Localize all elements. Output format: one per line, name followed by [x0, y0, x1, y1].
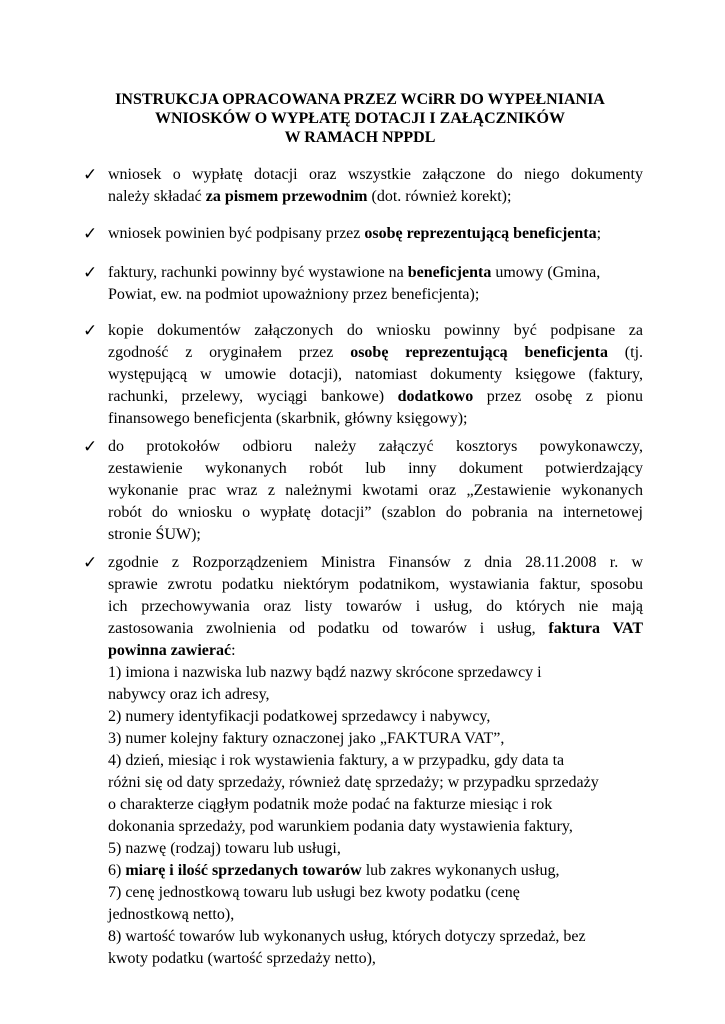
- item-5-line-3: wykonanie prac wraz z należnymi kwotami oraz „Zestawienie wykonanych: [108, 482, 643, 499]
- item-5-line-5: stronie ŚUW);: [108, 526, 201, 543]
- item-3-line-2: Powiat, ew. na podmiot upoważniony przez beneficjenta);: [108, 286, 480, 303]
- item-4-line-4: rachunki, przelewy, wyciągi bankowe) dodatkowo przez osobę z pionu: [108, 388, 643, 405]
- item-4-line-5: finansowego beneficjenta (skarbnik, główny księgowy);: [108, 410, 468, 427]
- checkmark-icon: ✓: [83, 224, 98, 244]
- invoice-point-4c: o charakterze ciągłym podatnik może podać na fakturze miesiąc i rok: [108, 796, 553, 813]
- invoice-point-8a: 8) wartość towarów lub wykonanych usług, których dotyczy sprzedaż, bez: [108, 928, 586, 945]
- item-4-line-1: kopie dokumentów załączonych do wniosku powinny być podpisane za: [108, 322, 643, 339]
- item-6-line-3: ich przechowywania oraz listy towarów i usług, do których nie mają: [108, 598, 643, 615]
- invoice-point-5: 5) nazwę (rodzaj) towaru lub usługi,: [108, 840, 341, 857]
- item-6-line-1: zgodnie z Rozporządzeniem Ministra Finansów z dnia 28.11.2008 r. w: [108, 554, 643, 571]
- title-line-1: INSTRUKCJA OPRACOWANA PRZEZ WCiRR DO WYPEŁNIANIA: [115, 91, 605, 108]
- item-3-line-1: faktury, rachunki powinny być wystawione na beneficjenta umowy (Gmina,: [108, 264, 601, 281]
- item-5-line-2: zestawienie wykonanych robót lub inny dokument potwierdzający: [108, 460, 643, 477]
- document-title: [60, 90, 660, 147]
- item-2-line-1: wniosek powinien być podpisany przez osobę reprezentującą beneficjenta;: [108, 225, 602, 242]
- checkmark-icon: ✓: [83, 553, 98, 573]
- checkmark-icon: ✓: [83, 263, 98, 283]
- item-4-line-2: zgodność z oryginałem przez osobę reprezentującą beneficjenta (tj.: [108, 344, 644, 361]
- item-5-line-4: robót do wniosku o wypłatę dotacji” (szablon do pobrania na internetowej: [108, 504, 643, 521]
- invoice-point-7b: jednostkową netto),: [108, 906, 235, 923]
- invoice-point-8b: kwoty podatku (wartość sprzedaży netto),: [108, 950, 376, 967]
- list-item-4: [83, 320, 643, 430]
- invoice-point-3: 3) numer kolejny faktury oznaczonej jako „FAKTURA VAT”,: [108, 730, 505, 747]
- invoice-point-2: 2) numery identyfikacji podatkowej sprzedawcy i nabywcy,: [108, 708, 491, 725]
- item-5-line-1: do protokołów odbioru należy załączyć kosztorys powykonawczy,: [108, 438, 643, 455]
- list-item-1: [83, 164, 643, 208]
- title-line-2: WNIOSKÓW O WYPŁATĘ DOTACJI I ZAŁĄCZNIKÓW: [155, 110, 565, 127]
- item-6-line-5: powinna zawierać:: [108, 642, 236, 659]
- checkmark-icon: ✓: [83, 165, 98, 185]
- item-4-line-3: występującą w umowie dotacji), natomiast dokumenty księgowe (faktury,: [108, 366, 643, 383]
- invoice-point-4d: dokonania sprzedaży, pod warunkiem podania daty wystawienia faktury,: [108, 818, 573, 835]
- list-item-6: [83, 552, 643, 970]
- list-item-5: [83, 436, 643, 546]
- invoice-point-1b: nabywcy oraz ich adresy,: [108, 686, 270, 703]
- invoice-point-7a: 7) cenę jednostkową towaru lub usługi bez kwoty podatku (cenę: [108, 884, 520, 901]
- checkmark-icon: ✓: [83, 321, 98, 341]
- item-1-line-2: należy składać za pismem przewodnim (dot. również korekt);: [108, 188, 512, 205]
- item-6-line-4: zastosowania zwolnienia od podatku od towarów i usług, faktura VAT: [108, 620, 644, 637]
- invoice-point-1a: 1) imiona i nazwiska lub nazwy bądź nazwy skrócone sprzedawcy i: [108, 664, 542, 681]
- item-6-line-2: sprawie zwrotu podatku niektórym podatnikom, wystawiania faktur, sposobu: [108, 576, 643, 593]
- invoice-point-4a: 4) dzień, miesiąc i rok wystawienia faktury, a w przypadku, gdy data ta: [108, 752, 565, 769]
- list-item-2: [83, 223, 643, 245]
- invoice-point-4b: różni się od daty sprzedaży, również datę sprzedaży; w przypadku sprzedaży: [108, 774, 599, 791]
- invoice-point-6: 6) miarę i ilość sprzedanych towarów lub zakres wykonanych usług,: [108, 862, 560, 879]
- list-item-3: [83, 262, 643, 306]
- item-1-line-1: wniosek o wypłatę dotacji oraz wszystkie załączone do niego dokumenty: [108, 166, 643, 183]
- title-line-3: W RAMACH NPPDL: [284, 129, 436, 146]
- checkmark-icon: ✓: [83, 437, 98, 457]
